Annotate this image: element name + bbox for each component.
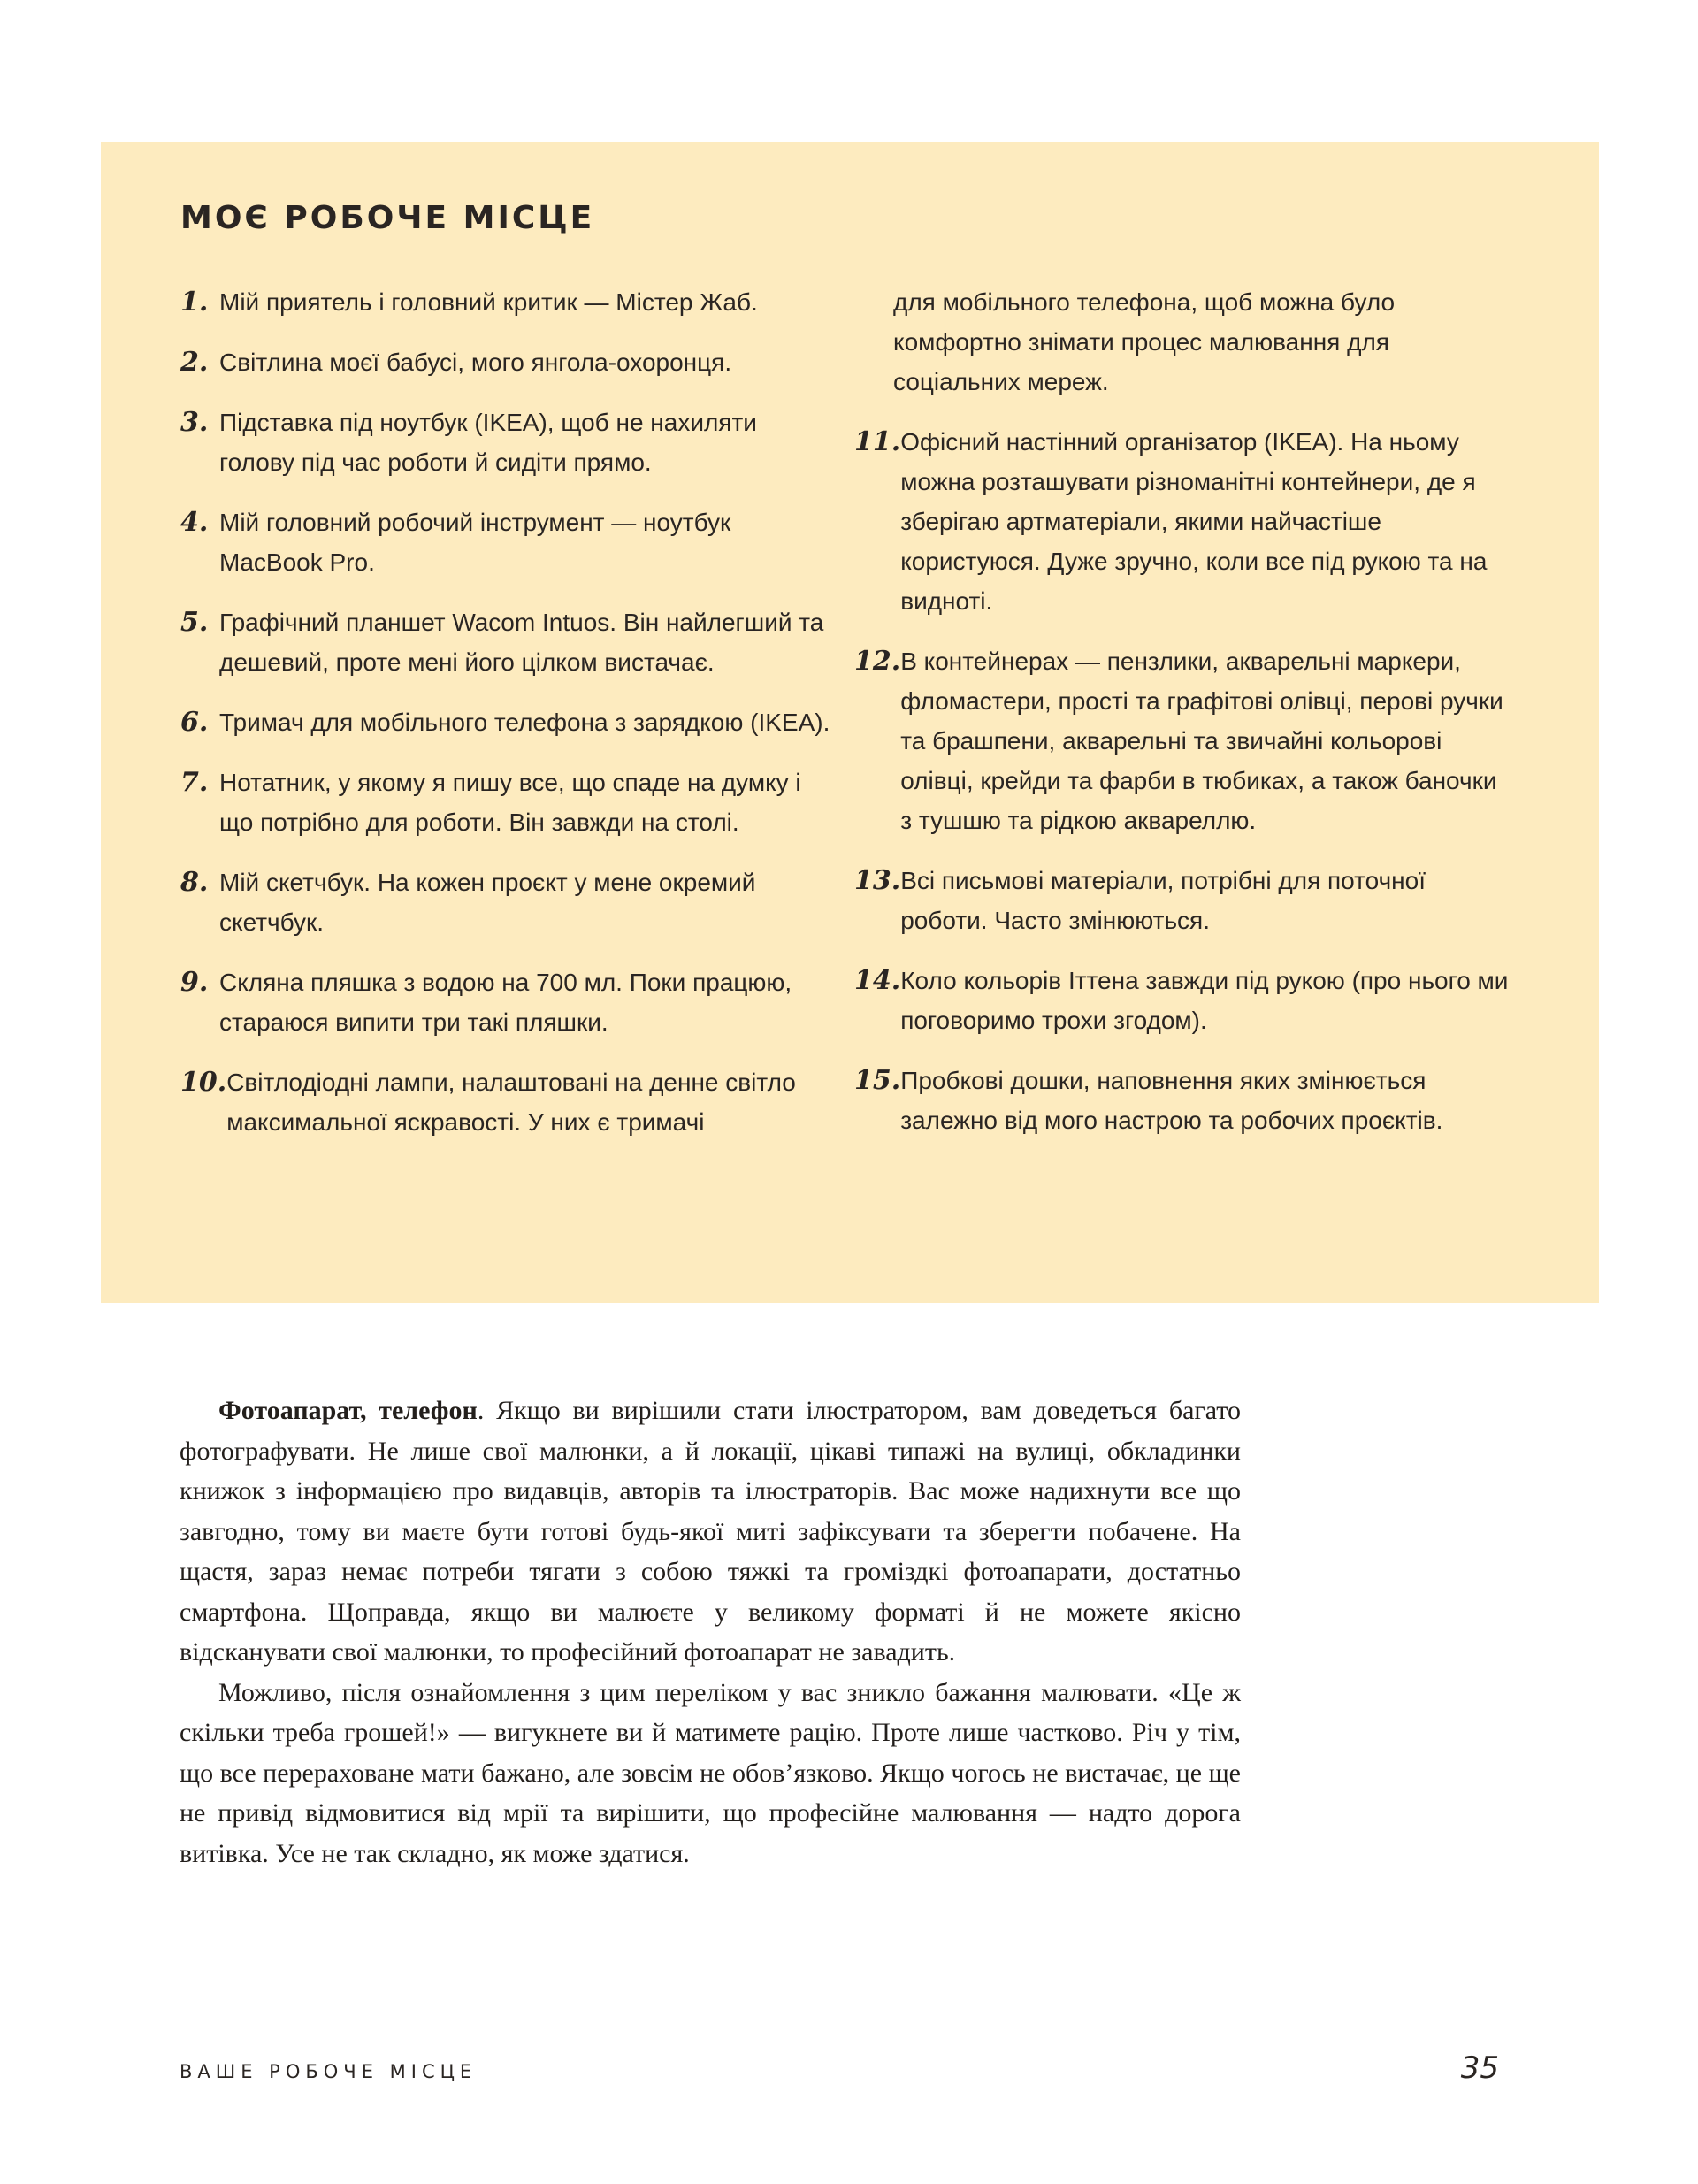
item-text: Коло кольорів Іттена завжди під рукою (про нього ми поговоримо трохи згодом). — [900, 967, 1509, 1034]
item-text: Скляна пляшка з водою на 700 мл. Поки працюю, стараюся випити три такі пляшки. — [219, 969, 792, 1036]
list-item — [854, 1061, 1511, 1140]
item-number: 13. — [854, 865, 901, 896]
list-item — [854, 961, 1511, 1040]
item-text: Мій головний робочий інструмент — ноутбук MacBook Pro. — [219, 509, 731, 576]
item-number: 9. — [180, 967, 209, 998]
list-item — [854, 422, 1511, 621]
body-text — [180, 1391, 1241, 1874]
paragraph-camera — [180, 1391, 1241, 1673]
item-continuation: для мобільного телефона, щоб можна було комфортно знімати процес малювання для соціальних мереж. — [893, 288, 1396, 395]
item-text: В контейнерах — пензлики, акварельні маркери, фломастери, прості та графітові олівці, перові ручки та брашпени, акварельні та звичайні кольорові олівці, крейди та фарби в тюбиках, а також баночки з тушшю та рідкою аквареллю. — [900, 648, 1503, 834]
item-number: 5. — [180, 607, 209, 638]
item-text: Всі письмові матеріали, потрібні для поточної роботи. Часто змінюються. — [900, 867, 1426, 934]
item-number: 15. — [854, 1065, 901, 1096]
item-number: 10. — [180, 1067, 227, 1098]
item-text: Підставка під ноутбук (IKEA), щоб не нахиляти голову під час роботи й сидіти прямо. — [219, 409, 757, 476]
workspace-sidebar-box — [101, 142, 1599, 1303]
item-number: 7. — [180, 767, 209, 798]
list-item — [180, 1062, 837, 1142]
item-number: 3. — [180, 407, 209, 438]
paragraph-budget: Можливо, після ознайомлення з цим переліком у вас зникло бажання малювати. «Це ж скільки треба грошей!» — вигукнете ви й матимете рацію. Проте лише частково. Річ у тім, що все перераховане мати бажано, але зовсім не обов’язково. Якщо чогось не вистачає, це ще не привід відмовитися від мрії та вирішити, що професійне малювання — надто дорога витівка. Усе не так складно, як може здатися. — [180, 1677, 1241, 1868]
item-text: Мій скетчбук. На кожен проєкт у мене окремий скетчбук. — [219, 869, 756, 936]
item-number: 8. — [180, 867, 209, 898]
box-title: МОЄ РОБОЧЕ МІСЦЕ — [180, 200, 595, 236]
item-number: 1. — [180, 287, 209, 318]
list-item — [180, 702, 837, 742]
item-text: Пробкові дошки, наповнення яких змінюється залежно від мого настрою та робочих проєктів. — [900, 1067, 1443, 1134]
left-column — [180, 282, 837, 1162]
item-text: Тримач для мобільного телефона з зарядкою (IKEA). — [219, 709, 830, 736]
page-number: 35 — [1460, 2050, 1499, 2086]
list-item — [180, 282, 837, 322]
right-column — [854, 282, 1511, 1162]
list-item — [180, 962, 837, 1042]
item-columns — [180, 282, 1511, 1162]
item-number: 12. — [854, 646, 901, 677]
item-number: 2. — [180, 347, 209, 378]
list-item — [180, 602, 837, 682]
paragraph-text: . Якщо ви вирішили стати ілюстратором, вам доведеться багато фотографувати. Не лише свої малюнки, а й локації, цікаві типажі на вулиці, обкладинки книжок з інформацією про видавців, авторів та ілюстраторів. Вас може надихнути все що завгодно, тому ви маєте бути готові будь-якої миті зафіксувати та зберегти побачене. На щастя, зараз немає потреби тягати з собою тяжкі та громіздкі фотоапарати, достатньо смартфона. Щоправда, якщо ви малюєте у великому форматі й не можете якісно відсканувати свої малюнки, то професійний фотоапарат не завадить. — [180, 1396, 1241, 1667]
item-number: 14. — [854, 965, 901, 996]
list-item — [180, 762, 837, 842]
item-number: 6. — [180, 707, 209, 738]
item-text: Графічний планшет Wacom Intuos. Він найлегший та дешевий, проте мені його цілком вистачає. — [219, 609, 824, 676]
paragraph-lead-bold: Фотоапарат, телефон — [218, 1396, 478, 1425]
list-item — [180, 342, 837, 382]
list-item — [854, 861, 1511, 940]
item-text: Нотатник, у якому я пишу все, що спаде на думку і що потрібно для роботи. Він завжди на столі. — [219, 769, 801, 836]
list-item — [180, 502, 837, 582]
item-number: 11. — [854, 426, 901, 457]
list-item — [180, 862, 837, 942]
item-text: Мій приятель і головний критик — Містер Жаб. — [219, 288, 758, 316]
item-text: Світлодіодні лампи, налаштовані на денне світло максимальної яскравості. У них є тримачі — [226, 1069, 796, 1136]
list-item — [180, 402, 837, 482]
list-item — [854, 641, 1511, 840]
item-text: Офісний настінний організатор (IKEA). На ньому можна розташувати різноманітні контейнери, де я зберігаю артматеріали, якими найчастіше користуюся. Дуже зручно, коли все під рукою та на видноті. — [900, 428, 1488, 615]
item-text: Світлина моєї бабусі, мого янгола-охоронця. — [219, 349, 732, 376]
item-number: 4. — [180, 507, 209, 538]
running-footer-section: ВАШЕ РОБОЧЕ МІСЦЕ — [180, 2061, 478, 2082]
